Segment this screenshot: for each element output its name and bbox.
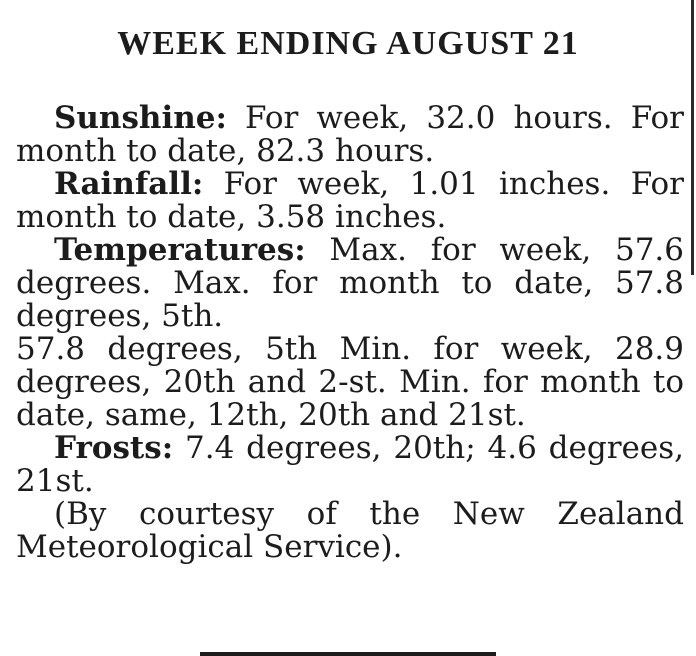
- article-body: [16, 102, 684, 564]
- temperatures-paragraph: [16, 234, 684, 333]
- section-divider: [200, 652, 496, 656]
- rainfall-label: Rainfall:: [54, 166, 204, 202]
- temperatures-text: Max. for week, 57.6 degrees. Max. for month to date, 57.8 degrees, 5th.: [16, 232, 684, 334]
- temperatures-label: Temperatures:: [54, 232, 306, 268]
- temperatures-min-text: 57.8 degrees, 5th Min. for week, 28.9 degrees, 20th and 2-st. Min. for month to date, same, 12th, 20th and 21st.: [16, 331, 684, 433]
- rainfall-text: For week, 1.01 inches. For month to date, 3.58 inches.: [16, 166, 684, 235]
- courtesy-paragraph: [16, 498, 684, 564]
- article-heading: WEEK ENDING AUGUST 21: [117, 25, 579, 62]
- frosts-label: Frosts:: [54, 430, 174, 466]
- courtesy-text: (By courtesy of the New Zealand Meteorological Service).: [16, 496, 684, 565]
- sunshine-text: For week, 32.0 hours. For month to date, 82.3 hours.: [16, 100, 684, 169]
- frosts-paragraph: [16, 432, 684, 498]
- temperatures-min-paragraph: [16, 333, 684, 432]
- sunshine-label: Sunshine:: [54, 100, 227, 136]
- rainfall-paragraph: [16, 168, 684, 234]
- frosts-text: 7.4 degrees, 20th; 4.6 degrees, 21st.: [16, 430, 684, 499]
- sunshine-paragraph: [16, 102, 684, 168]
